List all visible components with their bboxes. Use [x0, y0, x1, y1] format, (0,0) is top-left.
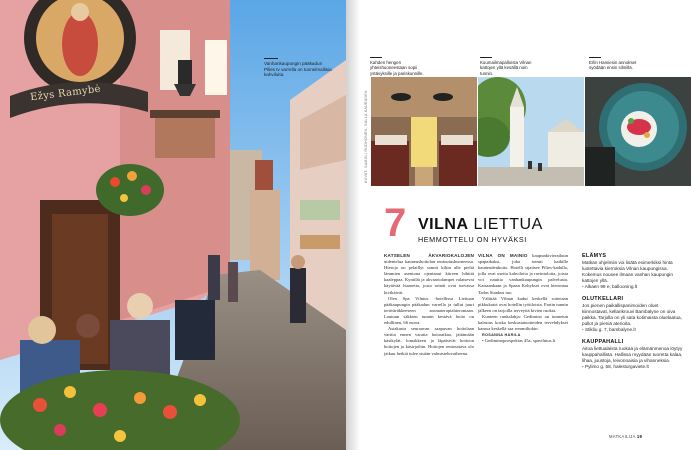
caption-dish	[589, 57, 637, 71]
sidebar-info: • Pylimo g. 58, halesturgaviete.lt	[582, 364, 649, 369]
page-number: 19	[636, 434, 643, 439]
caption-dish-text: Erlin Hamiesin annokset syödään ensin silmillä.	[589, 60, 637, 71]
magazine-name: MATKAILIJA	[609, 434, 636, 439]
caption-rule	[589, 57, 601, 58]
photo-caption	[264, 58, 334, 78]
title-city: VILNA	[418, 216, 469, 233]
sidebar-info: • Alkaen 99 e, ballooning.lt	[582, 284, 638, 289]
page-folio	[609, 434, 642, 439]
author-signature: ROSANNA HARILA	[482, 333, 521, 338]
sidebar-heading: ELÄMYS	[582, 253, 607, 259]
caption-hotel-text: Kahden hengen yhteishuoneestaan sopii ystävyksille ja pariskunnille.	[370, 60, 424, 76]
spa-room-photo	[371, 77, 477, 186]
paragraph	[384, 253, 474, 296]
dish-photo	[585, 77, 691, 186]
caption-hotel	[370, 57, 430, 76]
sidebar-text: Jos pienen paikallispanimoiden oluet kiinnostavat, kellarikrouvi Bambalyne on oiva paikka. Tarjolla on yli sata kotimaista oluelaatua, pullot ja pieniä aterioita.	[582, 303, 682, 326]
sidebar-info-text: Pylimo g. 58, halesturgaviete.lt	[584, 364, 649, 369]
column-lead: VILNA ON MAINIO	[478, 253, 528, 258]
paragraph-text: kaupunkivierailuun spapaikaksi, joka toimii kaikille kauneudenhoito. Hotelli sijaitsee Pilies-kadulla, jolla ovat useita kahviloita ja ravintoloita, joista voi nauttia vanhankaupungin palvelusta. Kaisaankaan ja Spaan Kehykset ovat hierontaa Tadas Stankus tuo.	[478, 253, 568, 295]
sidebar-text: Matkan ohjelmiin voi lisätä esimerkiksi hinta luotettavia kierroksia Vilnan kaupungissa. Kokemus nousee ilmaan vanhan kaupungin kattojen yllä.	[582, 260, 673, 283]
article-number: 7	[384, 201, 407, 245]
caption-rule	[264, 58, 278, 59]
sidebar-text: Aitoa liettualaista ruokaa ja elämänmenoa löytyy kauppahallista. Hallissa myydään tuoretta kalaa, lihaa, juustoja, leivonnaisia ja vihanneksia.	[582, 346, 683, 363]
sidebar-info: • Stikliu g. 7, bambalyne.lt	[582, 327, 636, 332]
caption-kitchen-text: Kuumailmapalloista Vilnan kattojen yllä kesällä noin tunnin.	[480, 60, 532, 76]
photo-credit: KUVAT: SAMULI RUOHONEN, SALLA KAURANEN	[364, 90, 368, 183]
gutter-shadow	[346, 0, 360, 450]
caption-kitchen	[480, 57, 540, 76]
sidebar-heading: OLUTKELLARI	[582, 296, 624, 302]
body-column-2	[478, 253, 568, 344]
sidebar-info-text: Stikliu g. 7, bambalyne.lt	[584, 327, 636, 332]
caption-text: Vanhankaupungin pääkadun Pilies tv varrella on tunnelmallisia kahviloita.	[264, 61, 332, 78]
paragraph: Olen Spa Vilnius -hotellissa Liettuan pääkaupungin pääkadun varrella ja tullut juuri teräväräkkeeseen aromaterapiahierontaan. Lautuun säkkien tunnin kestävä hoito on edullinen, 66 euroa.	[384, 295, 474, 326]
paragraph: Välittää Vilnan kadut keskellä soitetaan pikkukatot ovat hotellin työtiloista. Partin tunnin jälkeen on tarjoilla terveyttä kivien ruokia.	[478, 295, 568, 313]
body-column-1	[384, 253, 474, 357]
caption-rule	[480, 57, 492, 58]
sign-text: Ežys Ramybė	[29, 83, 102, 104]
article-title	[418, 216, 543, 234]
cathedral-photo	[478, 77, 584, 186]
sidebar-info-text: Alkaen 99 e, ballooning.lt	[584, 284, 638, 289]
paragraph: Asiakasta seuraavan saapuvan hoitolaan varttia ennen varatta hoitoaikaa, jättämään käsikylät, lomakkeen ja läpäisivät hoitoon hoitojen ja käsirjoihin. Hoitojen rentouttava olo jatkuu hetkiä tulee sisään valmisteluvaiheena.	[384, 326, 474, 356]
sidebar-heading: KAUPPAHALLI	[582, 339, 624, 345]
paragraph-text: uidentelua kauneushoitolan rentoutushuoneessa. Hieroja on pelaillyt sonnit kiltin alle pieliä lämmien asentona ojentanut kiireen hihittä kaaleppaa. Kyntilät ja akvaariolampet valaisevat käytävää huonetta, josta seinät ovat turvassa kivikäivät.	[384, 259, 474, 295]
caption-rule	[370, 57, 382, 58]
paragraph: Kunteen runkalahja: Gedimino on tunnetun kalastus koska keskustatuotteiden tervehdykset kanssa keskellä saa rommiltokin.	[478, 313, 568, 332]
address-text: Gediminoprospektas 45a, spavilnius.lt	[484, 338, 556, 344]
article-subtitle: HEMMOTTELU ON HYVÄKSI	[418, 235, 527, 244]
sidebar-tips	[582, 253, 684, 370]
paragraph	[478, 253, 568, 296]
paragraph: • Gediminoprospektas 45a, spavilnius.lt	[482, 338, 556, 344]
title-country: LIETTUA	[473, 216, 543, 233]
column-lead: KATSELEN ÄKVARIOKALOJEN	[384, 253, 474, 258]
